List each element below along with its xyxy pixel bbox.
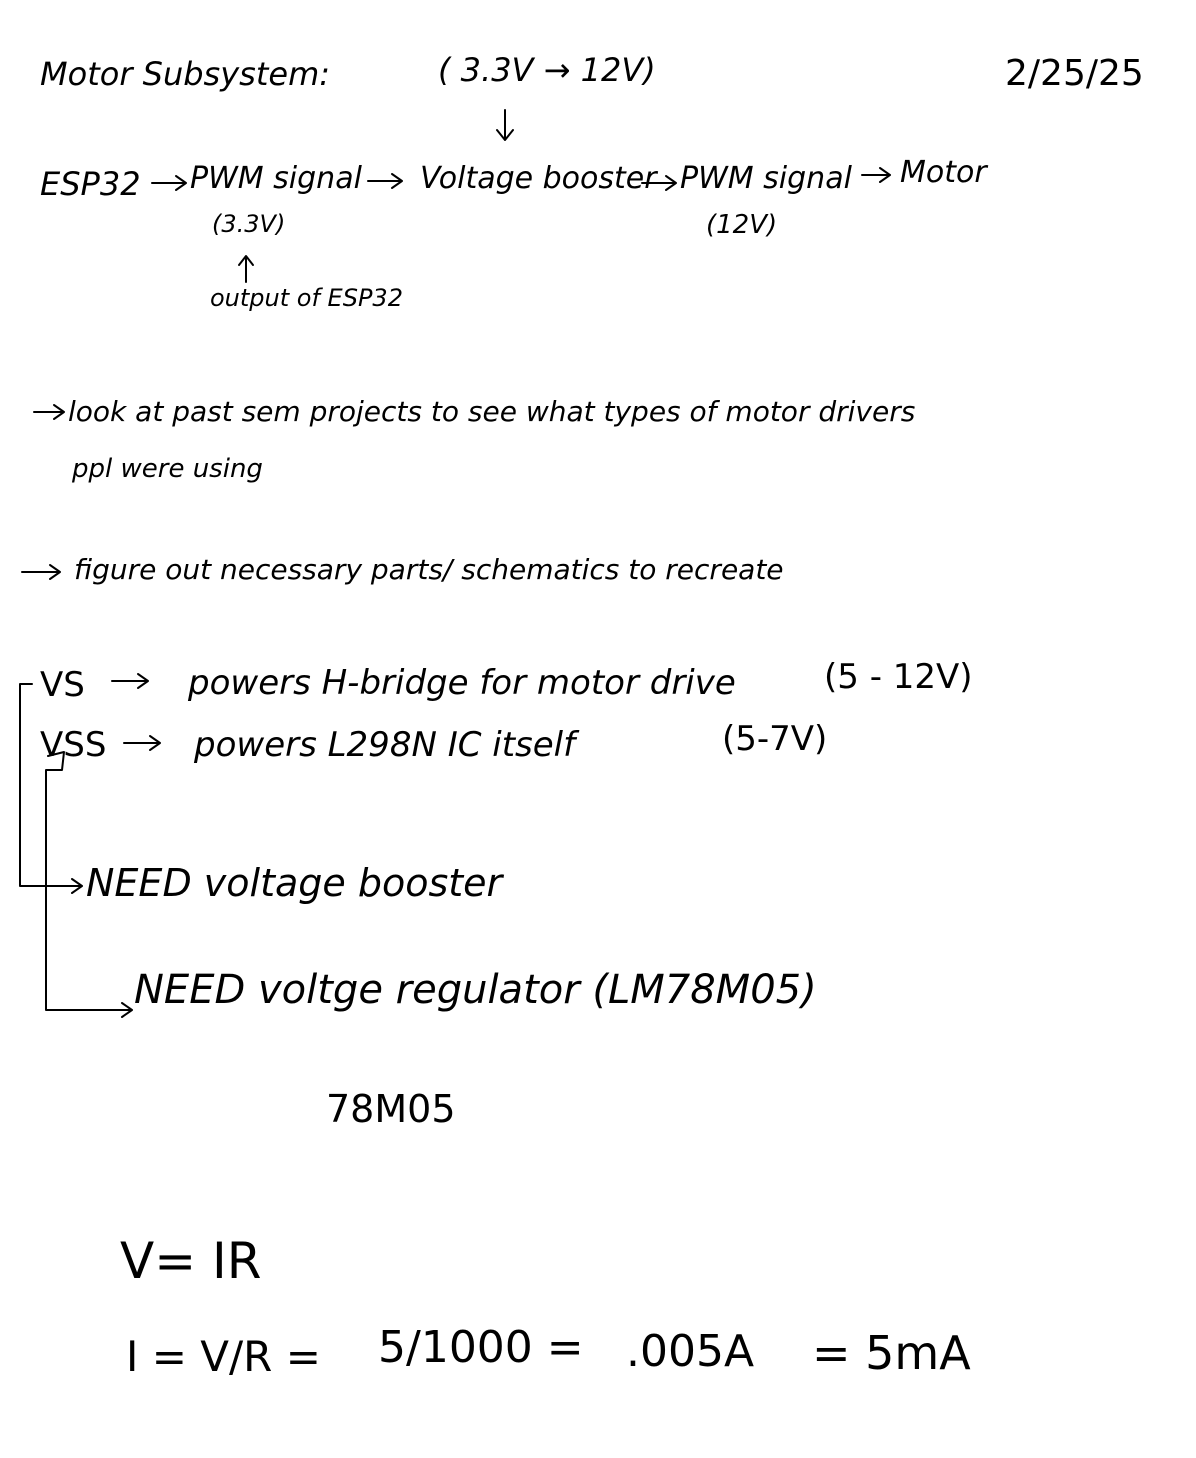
bullet-arrow-icon	[32, 402, 68, 422]
math-current-fraction: 5/1000 =	[378, 1322, 584, 1373]
note-title: Motor Subsystem:	[40, 55, 331, 93]
chain-pwm-in: PWM signal	[190, 161, 362, 196]
todo-1-line1: look at past sem projects to see what types of motor drivers	[68, 395, 916, 428]
down-arrow-icon	[490, 108, 520, 144]
right-arrow-icon	[122, 732, 164, 754]
up-arrow-icon	[234, 254, 258, 284]
pin-vs-desc: powers H-bridge for motor drive	[188, 663, 736, 703]
chain-pwm-in-note: output of ESP32	[210, 284, 403, 312]
need-regulator: NEED voltge regulator (LM78M05)	[134, 967, 817, 1013]
bullet-arrow-icon	[20, 562, 64, 582]
pin-vss-desc: powers L298N IC itself	[194, 725, 576, 765]
need-booster: NEED voltage booster	[86, 861, 503, 905]
math-ohms-law: V= IR	[120, 1232, 262, 1290]
right-arrow-icon	[110, 670, 152, 692]
right-arrow-icon	[640, 172, 680, 194]
math-current-result: = 5mA	[812, 1326, 971, 1380]
chain-pwm-out-voltage: (12V)	[706, 210, 778, 240]
math-current-decimal: .005A	[626, 1326, 755, 1377]
booster-range: ( 3.3V → 12V)	[438, 51, 656, 89]
right-arrow-icon	[860, 164, 894, 186]
chain-pwm-in-voltage: (3.3V)	[212, 210, 286, 238]
todo-1-line2: ppl were using	[72, 454, 263, 484]
pin-vs-range: (5 - 12V)	[824, 657, 973, 697]
chain-pwm-out: PWM signal	[680, 161, 852, 196]
right-arrow-icon	[150, 172, 190, 194]
pin-vs-label: VS	[40, 665, 85, 705]
part-number: 78M05	[326, 1087, 456, 1131]
math-current-lhs: I = V/R =	[126, 1332, 321, 1381]
pin-vss-range: (5-7V)	[722, 719, 828, 759]
chain-motor: Motor	[900, 155, 987, 190]
pin-vss-label: VSS	[40, 725, 107, 765]
note-date: 2/25/25	[1005, 53, 1144, 94]
chain-esp32: ESP32	[40, 165, 141, 203]
chain-booster: Voltage booster	[420, 161, 657, 196]
todo-2-line1: figure out necessary parts/ schematics to recreate	[74, 553, 784, 586]
right-arrow-icon	[366, 170, 406, 192]
